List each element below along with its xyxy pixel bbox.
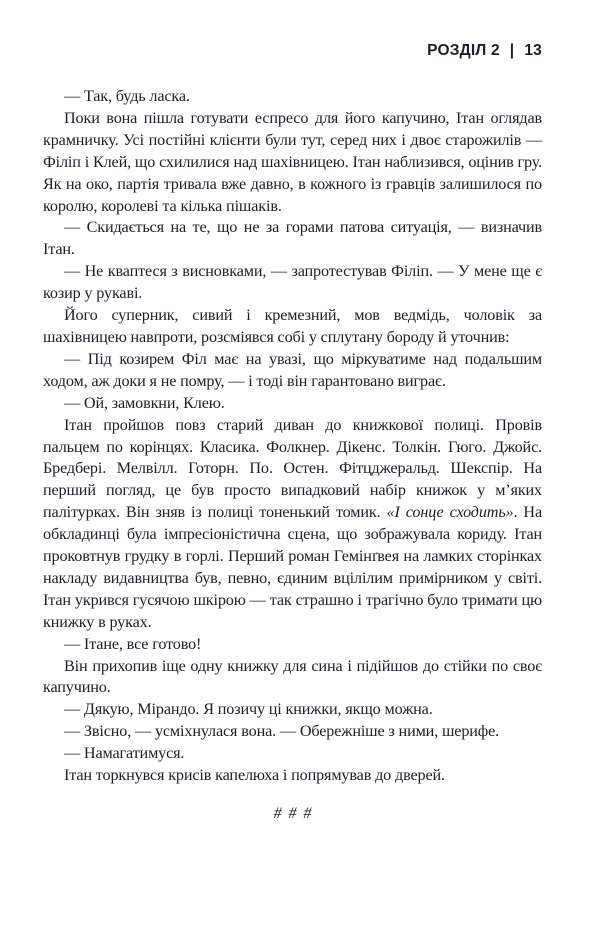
paragraph-narrative-2: Його суперник, сивий і кремезний, мов ведмідь, чоловік за шахівницею навпроти, розсміявся собі у сплутану бороду й уточнив: [43, 306, 542, 346]
paragraph-dialogue-3: — Не кваптеся з висновками, — запротестував Філіп. — У мене ще є козир у рукаві. [43, 262, 542, 303]
paragraph-dialogue-4: — Під козирем Філ має на увазі, що міркуватиме над подальшим ходом, аж доки я не помру, — і тоді він гарантовано виграє. [43, 349, 542, 390]
page-header [43, 42, 542, 59]
paragraph-narrative-3 [43, 415, 542, 634]
scene-break-mark: # # # [273, 804, 312, 822]
paragraph-narrative-3-pre: Ітан пройшов повз старий диван до книжкової полиці. Провів пальцем по корінцях. Класика. Фолкнер. Дікенс. Толкін. Гюго. Джойс. Бредбері. Мелвілл. Готорн. По. Остен. Фітцджеральд. Шекспір. На перший погляд, це був просто випадковий набір книжок у м’яких палітурках. Він зняв із полиці тоненький томик. [43, 415, 542, 522]
paragraph-dialogue-6: — Ітане, все готово! [64, 634, 202, 653]
page-number: 13 [524, 42, 542, 59]
paragraph-narrative-1: Поки вона пішла готувати еспресо для його капучино, Ітан оглядав крамничку. Усі постійні клієнти були тут, серед них і двоє старожилів — Філіп і Клей, що схилилися над шахівницею. Ітан наблизився, оцінив гру. Як на око, партія тривала вже давно, в кожного із гравців залишилося по королю, королеві та кілька пішаків. [43, 108, 542, 215]
header-divider: | [509, 42, 515, 59]
paragraph-narrative-4: Він прихопив іще одну книжку для сина і підійшов до стійки по своє капучино. [43, 656, 542, 697]
paragraph-dialogue-9: — Намагатимуся. [64, 744, 185, 763]
book-title-italic: «І сонце сходить» [386, 503, 514, 522]
paragraph-narrative-3-post: . На обкладинці була імпресіоністична сцена, що зображувала кориду. Ітан проковтнув грудку в горлі. Перший роман Гемінґвея на ламких сторінках накладу видавництва був, певно, єдиним вцілілим примірником у світі. Ітан укрився гусячою шкірою — так страшно і трагічно було тримати цю книжку в руках. [43, 503, 542, 631]
chapter-label: РОЗДІЛ 2 [427, 42, 500, 59]
paragraph-dialogue-5: — Ой, замовкни, Клею. [64, 393, 225, 412]
page-body [43, 86, 542, 825]
paragraph-dialogue-7: — Дякую, Мірандо. Я позичу ці книжки, якщо можна. [64, 700, 433, 719]
paragraph-narrative-5: Ітан торкнувся крисів капелюха і попрямував до дверей. [64, 766, 445, 785]
paragraph-dialogue-2: — Скидається на те, що не за горами патова ситуація, — визначив Ітан. [43, 218, 542, 259]
paragraph-dialogue-1: — Так, будь ласка. [64, 87, 190, 105]
paragraph-dialogue-8: — Звісно, — усміхнулася вона. — Обережніше з ними, шерифе. [64, 722, 500, 741]
